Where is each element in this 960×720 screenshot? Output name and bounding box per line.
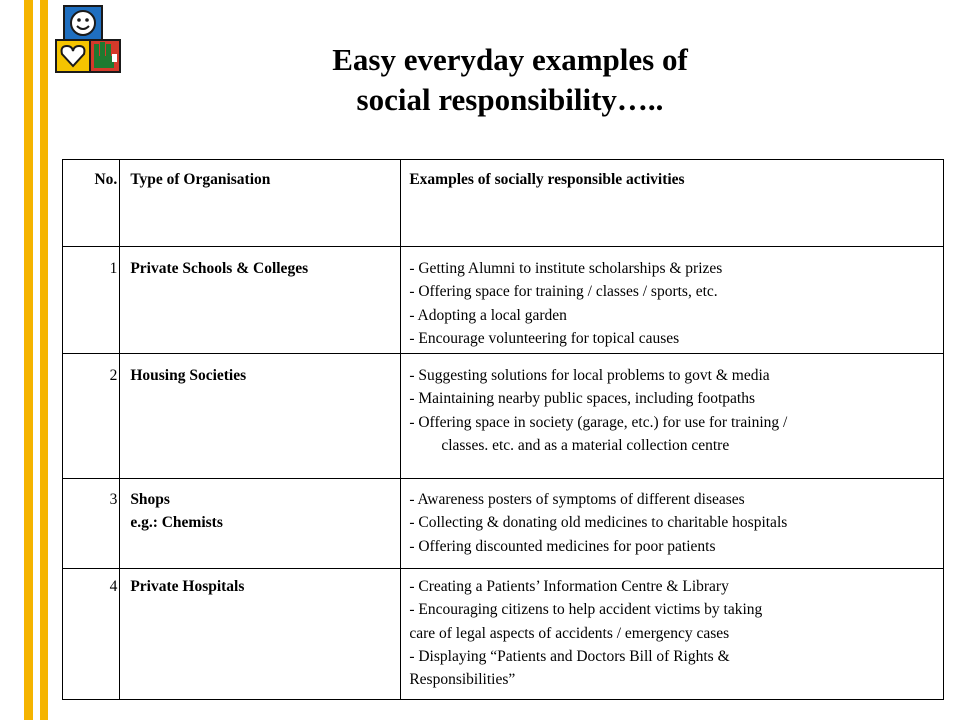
examples-table (62, 159, 944, 700)
table-header-row (63, 160, 944, 247)
header-no: No. (63, 160, 120, 247)
table-row (63, 569, 944, 700)
organisation-type: Housing Societies (120, 354, 401, 479)
table-row (63, 354, 944, 479)
organisation-type: Private Hospitals (120, 569, 401, 700)
row-number: 4 (63, 569, 120, 700)
title-line-1: Easy everyday examples of (332, 42, 688, 77)
activity-examples: - Suggesting solutions for local problems to govt & media - Maintaining nearby public spaces, including footpaths - Offering space in society (garage, etc.) for use for training / classes. etc. and as a material collection centre (401, 354, 944, 479)
header-examples: Examples of socially responsible activities (401, 160, 944, 247)
table-row (63, 247, 944, 354)
row-number: 1 (63, 247, 120, 354)
table-row (63, 479, 944, 569)
heart-icon (56, 40, 90, 72)
accent-bar-left (24, 0, 33, 720)
title-line-2: social responsibility….. (356, 82, 664, 117)
row-number: 3 (63, 479, 120, 569)
activity-examples: - Awareness posters of symptoms of different diseases - Collecting & donating old medicines to charitable hospitals - Offering discounted medicines for poor patients (401, 479, 944, 569)
header-type: Type of Organisation (120, 160, 401, 247)
organisation-type: Private Schools & Colleges (120, 247, 401, 354)
activity-examples: - Getting Alumni to institute scholarships & prizes - Offering space for training / classes / sports, etc. - Adopting a local garden - Encourage volunteering for topical causes (401, 247, 944, 354)
organisation-type: Shops e.g.: Chemists (120, 479, 401, 569)
logo (54, 4, 124, 76)
row-number: 2 (63, 354, 120, 479)
hand-icon (90, 40, 120, 72)
smiley-face-icon (64, 6, 102, 40)
accent-bar-right (40, 0, 48, 720)
page-title (180, 40, 840, 120)
activity-examples: - Creating a Patients’ Information Centre & Library - Encouraging citizens to help accident victims by taking care of legal aspects of accidents / emergency cases - Displaying “Patients and Doctors Bill of Rights & Responsibilities” (401, 569, 944, 700)
